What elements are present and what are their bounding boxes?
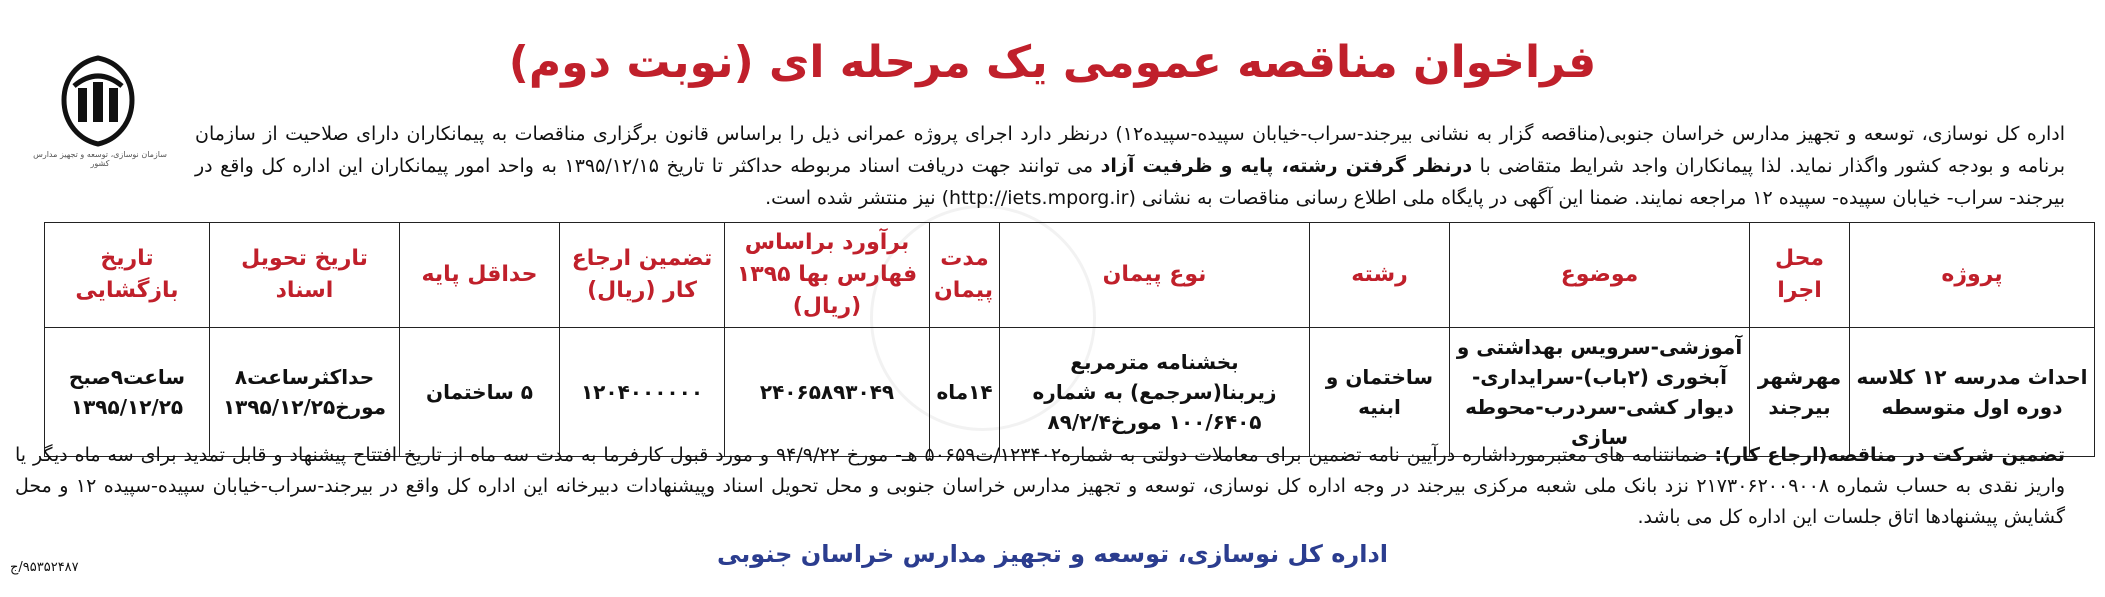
intro-paragraph — [195, 118, 2065, 214]
header-min-grade: حداقل پایه — [400, 223, 560, 328]
intro-line-2c: می توانند جهت دریافت اسناد مربوطه حداکثر تا تاریخ ۱۳۹۵/۱۲/۱۵ به واحد امور پیمانکاران این اداره کل واقع در بیرجند- سراب- خیابان سپیده- — [195, 155, 2065, 209]
issuer-signature: اداره کل نوسازی، توسعه و تجهیز مدارس خراسان جنوبی — [716, 540, 1388, 568]
header-field: رشته — [1310, 223, 1450, 328]
cell-subject: آموزشی-سرویس بهداشتی و آبخوری (۲باب)-سرایداری-دیوار کشی-سردرب-محوطه سازی — [1450, 328, 1750, 457]
tender-table — [44, 222, 2095, 457]
header-location: محل اجرا — [1750, 223, 1850, 328]
logo-caption: سازمان نوسازی، توسعه و تجهیز مدارس کشور — [33, 150, 167, 168]
cell-project: احداث مدرسه ۱۲ کلاسه دوره اول متوسطه — [1850, 328, 2095, 457]
table-row — [45, 328, 2095, 457]
cell-contract-type: بخشنامه مترمربع زیربنا(سرجمع) به شماره ۱۰۰/۶۴۰۵ مورخ۸۹/۲/۴ — [1000, 328, 1310, 457]
school-renovation-logo-icon — [38, 52, 158, 162]
header-contract-type: نوع پیمان — [1000, 223, 1310, 328]
intro-line-2b: درنظر گرفتن رشته، پایه و ظرفیت آزاد — [1100, 155, 1473, 177]
header-guarantee: تضمین ارجاع کار (ریال) — [560, 223, 725, 328]
cell-location: مهرشهر بیرجند — [1750, 328, 1850, 457]
table-header-row — [45, 223, 2095, 328]
cell-duration: ۱۴ماه — [930, 328, 1000, 457]
announcement-title: فراخوان مناقصه عمومی یک مرحله ای (نوبت دوم) — [508, 37, 1597, 88]
cell-field: ساختمان و ابنیه — [1310, 328, 1450, 457]
cell-delivery-date: حداکثرساعت۸ مورخ۱۳۹۵/۱۲/۲۵ — [210, 328, 400, 457]
header-duration: مدت پیمان — [930, 223, 1000, 328]
header-project: پروژه — [1850, 223, 2095, 328]
header-opening-date: تاریخ بازگشایی — [45, 223, 210, 328]
intro-line-2a: کشور واگذار نماید. لذا پیمانکاران واجد شرایط متقاضی با — [1479, 155, 1941, 177]
cell-opening-date: ساعت۹صبح ۱۳۹۵/۱۲/۲۵ — [45, 328, 210, 457]
guarantee-paragraph — [15, 440, 2065, 533]
reference-number: ۹۵۳۵۲۴۸۷/ج — [10, 560, 79, 575]
cell-estimate: ۲۴۰۶۵۸۹۳۰۴۹ — [725, 328, 930, 457]
header-estimate: برآورد براساس فهارس بها ۱۳۹۵ (ریال) — [725, 223, 930, 328]
guarantee-text: ضمانتنامه های معتبرمورداشاره درآیین نامه تضمین برای معاملات دولتی به شماره۱۲۳۴۰۲/ت۵۰۶۵۹ هـ- مورخ ۹۴/۹/۲۲ و مورد قبول کارفرما به مدت سه ماه از تاریخ افتتاح پیشنهاد و قابل تمدید برای سه ماه دیگر یا واریز نقدی به حساب شماره ۲۱۷۳۰۶۲۰۰۹۰۰۸ نزد بانک ملی شعبه مرکزی بیرجند در وجه اداره کل نوسازی، توسعه و تجهیز مدارس خراسان جنوبی و محل تحویل اسناد وپیشنهادات دبیرخانه این اداره کل واقع در بیرجند-سراب-خیابان سپیده-سپیده ۱۲ و محل گشایش پیشنهادها اتاق جلسات این اداره کل می باشد. — [15, 444, 2065, 528]
guarantee-label: تضمین شرکت در مناقصه(ارجاع کار): — [1714, 444, 2066, 466]
cell-guarantee: ۱۲۰۴۰۰۰۰۰۰ — [560, 328, 725, 457]
header-delivery-date: تاریخ تحویل اسناد — [210, 223, 400, 328]
cell-min-grade: ۵ ساختمان — [400, 328, 560, 457]
intro-line-3: سپیده ۱۲ مراجعه نمایند. ضمنا این آگهی در پایگاه ملی اطلاع رسانی مناقصات به نشانی (http://iets.mporg.ir) نیز منتشر شده است. — [765, 187, 1827, 209]
intro-line-1: اداره کل نوسازی، توسعه و تجهیز مدارس خراسان جنوبی(مناقصه گزار به نشانی بیرجند-سراب-خیابان سپیده-سپیده۱۲) درنظر دارد اجرای پروژه عمرانی ذیل را براساس قانون برگزاری مناقصات به پیمانکاران دارای صلاحیت از سازمان برنامه و بودجه — [195, 123, 2065, 177]
header-subject: موضوع — [1450, 223, 1750, 328]
